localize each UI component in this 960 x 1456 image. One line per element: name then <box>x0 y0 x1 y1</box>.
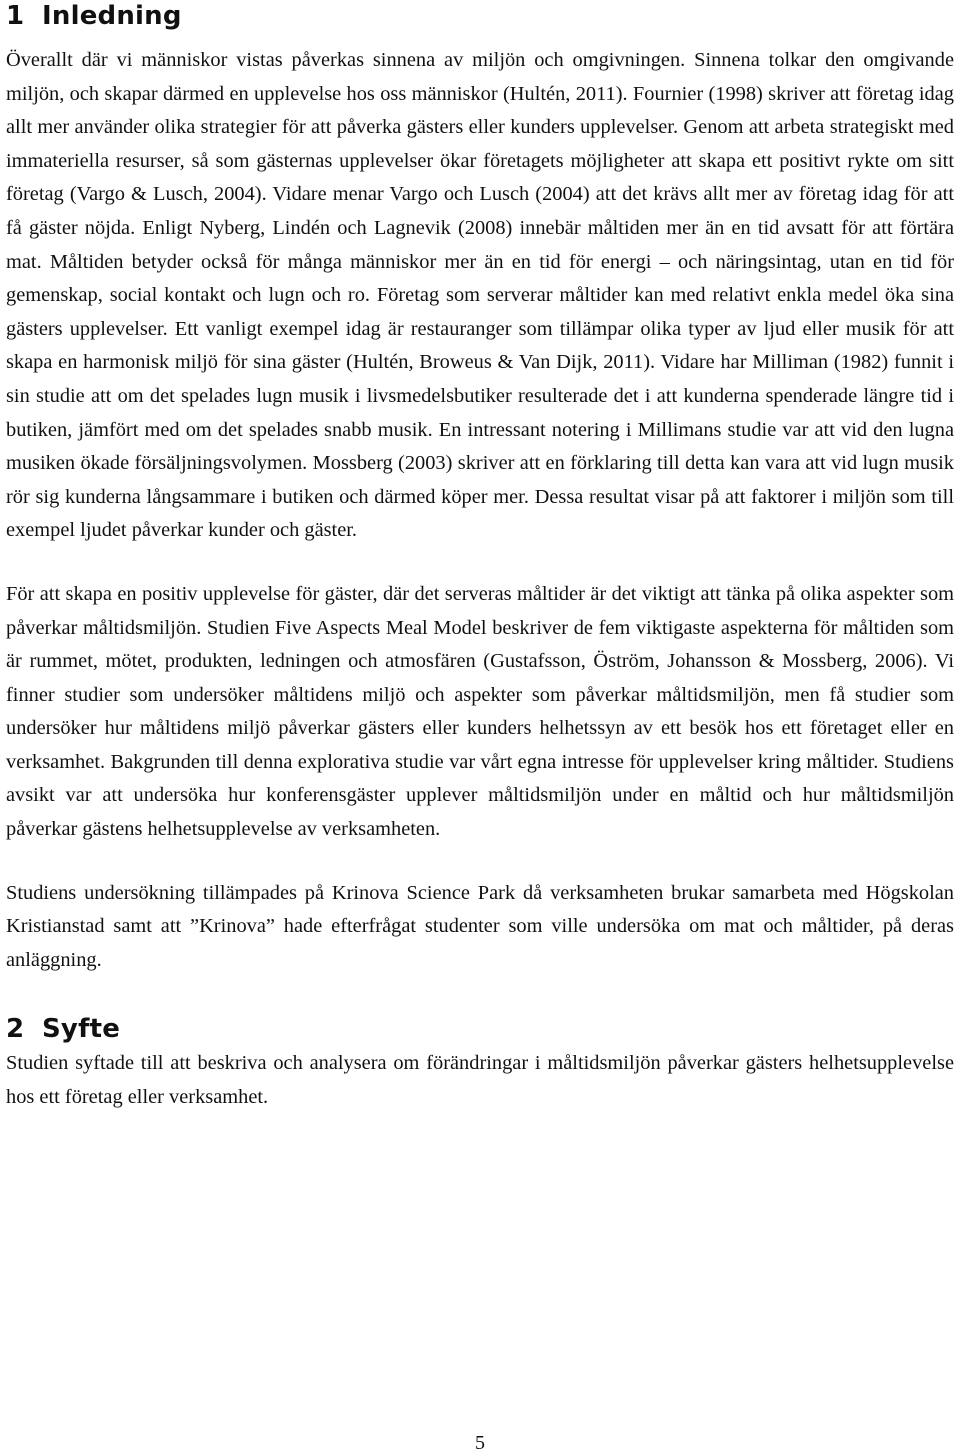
paragraph-krinova: Studiens undersökning tillämpades på Krinova Science Park då verksamheten brukar samarbeta med Högskolan Kristianstad samt att ”Krinova” hade efterfrågat studenter som ville undersöka om mat och måltider, på deras anläggning. <box>6 881 954 971</box>
document-page <box>6 0 954 1115</box>
section-title: Inledning <box>42 1 182 31</box>
section-number: 2 <box>6 1014 25 1045</box>
section-heading-inledning <box>6 2 954 30</box>
page-number: 5 <box>475 1432 485 1454</box>
paragraph-meal-environment: För att skapa en positiv upplevelse för gäster, där det serveras måltider är det viktigt att tänka på olika aspekter som påverkar måltidsmiljön. Studien Five Aspects Meal Model beskriver de fem viktigaste aspekterna för måltiden som är rummet, mötet, produkten, ledningen och atmosfären (Gustafsson, Öström, Johansson & Mossberg, 2006). Vi finner studier som undersöker måltidens miljö och aspekter som påverkar måltidsmiljön, men få studier som undersöker hur måltidens miljö påverkar gästers eller kunders helhetssyn av ett besök hos ett företaget eller en verksamhet. Bakgrunden till denna explorativa studie var vårt egna intresse för upplevelser kring måltider. Studiens avsikt var att undersöka hur konferensgäster upplever måltidsmiljön under en måltid och hur måltidsmiljön påverkar gästens helhetsupplevelse av verksamheten. <box>6 582 954 841</box>
section-heading-syfte <box>6 1015 954 1043</box>
paragraph-purpose: Studien syftade till att beskriva och analysera om förändringar i måltidsmiljön påverkar gästers helhetsupplevelse hos ett företag eller verksamhet. <box>6 1052 954 1109</box>
paragraph-intro-senses: Överallt där vi människor vistas påverkas sinnena av miljön och omgivningen. Sinnena tolkar den omgivande miljön, och skapar därmed en upplevelse hos oss människor (Hultén, 2011). Fournier (1998) skriver att företag idag allt mer använder olika strategier för att påverka gästers eller kunders upplevelser. Genom att arbeta strategiskt med immateriella resurser, så som gästernas upplevelser ökar företagets möjligheter att skapa ett positivt rykte om sitt företag (Vargo & Lusch, 2004). Vidare menar Vargo och Lusch (2004) att det krävs allt mer av företag idag för att få gäster nöjda. Enligt Nyberg, Lindén och Lagnevik (2008) innebär måltiden mer än en tid avsatt för att förtära mat. Måltiden betyder också för många människor mer än en tid för energi – och näringsintag, utan en tid för gemenskap, social kontakt och lugn och ro. Företag som serverar måltider kan med relativt enkla medel öka sina gästers upplevelser. Ett vanligt exempel idag är restauranger som tillämpar olika typer av ljud eller musik för att skapa en harmonisk miljö för sina gäster (Hultén, Broweus & Van Dijk, 2011). Vidare har Milliman (1982) funnit i sin studie att om det spelades lugn musik i livsmedelsbutiker resulterade det i att kunderna spenderade längre tid i butiken, jämfört med om det spelades snabb musik. En intressant notering i Millimans studie var att vid den lugna musiken ökade försäljningsvolymen. Mossberg (2003) skriver att en förklaring till detta kan vara att vid lugn musik rör sig kunderna långsammare i butiken och därmed köper mer. Dessa resultat visar på att faktorer i miljön som till exempel ljudet påverkar kunder och gäster. <box>6 49 954 542</box>
section-number: 1 <box>6 1 25 31</box>
section-title: Syfte <box>42 1014 121 1045</box>
